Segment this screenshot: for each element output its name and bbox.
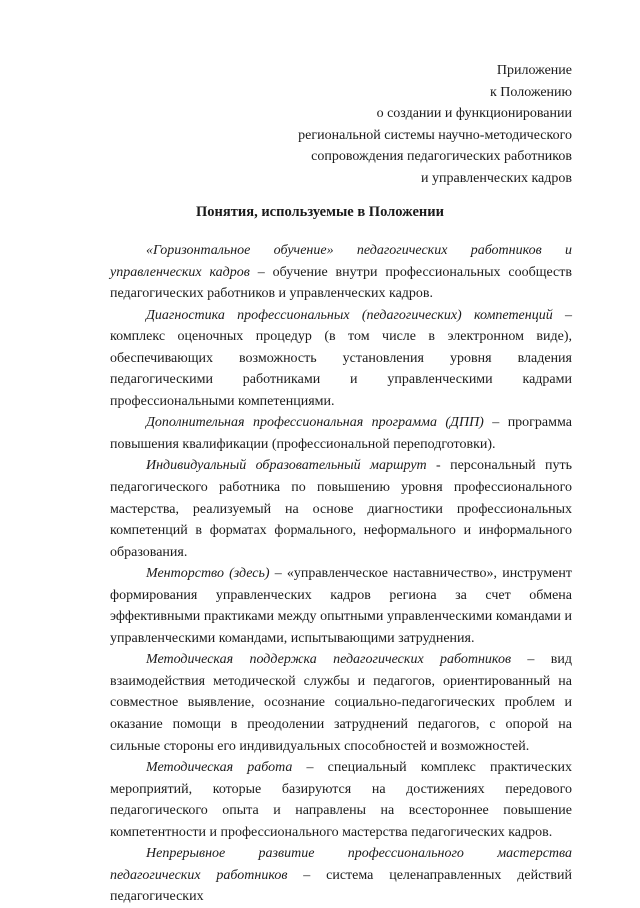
definition-text: – система целенаправленных действий педагогических <box>110 867 572 905</box>
definition-paragraph <box>110 843 572 908</box>
definition-text: – вид взаимодействия методической службы и педагогов, ориентированный на совместное выявление, осознание социально-педагогических проблем и оказание помощи в преодолении затруднений педагогов, с опорой на сильные стороны его индивидуальных способностей и возможностей. <box>110 652 572 754</box>
appendix-header <box>252 60 572 190</box>
definition-term: Индивидуальный образовательный маршрут <box>146 458 427 474</box>
definition-paragraph <box>110 649 572 757</box>
definition-text: – «управленческое наставничество», инструмент формирования управленческих кадров региона за счет обмена эффективными практиками между опытными управленческими командами и управленческими командами, испытывающими затруднения. <box>110 566 572 646</box>
definitions-list <box>110 240 572 908</box>
appendix-line: и управленческих кадров <box>421 170 572 186</box>
definition-paragraph <box>110 412 572 455</box>
appendix-line: к Положению <box>489 84 572 100</box>
definition-term: Диагностика профессиональных (педагогических) компетенций <box>146 307 553 323</box>
appendix-line: региональной системы научно-методического <box>298 127 572 143</box>
definition-term: Методическая работа <box>146 760 293 776</box>
appendix-line: о создании и функционировании <box>376 106 572 122</box>
definition-term: Непрерывное развитие профессионального мастерства педагогических работников <box>110 846 572 883</box>
definition-text: – обучение внутри профессиональных сообществ педагогических работников и управленческих кадров. <box>110 264 572 302</box>
appendix-line: Приложение <box>496 63 572 78</box>
definition-term: Методическая поддержка педагогических работников <box>146 652 512 668</box>
definition-paragraph <box>110 240 572 305</box>
definition-paragraph <box>110 563 572 649</box>
definition-term: «Горизонтальное обучение» педагогических работников и управленческих кадров <box>110 243 572 280</box>
definition-paragraph <box>110 455 572 563</box>
definition-term: Менторство (здесь) <box>146 566 270 582</box>
definition-text: – специальный комплекс практических мероприятий, которые базируются на достижениях передового педагогического опыта и направлены на всестороннее повышение компетентности и профессионального мастерства педагогических кадров. <box>110 760 572 840</box>
appendix-line: сопровождения педагогических работников <box>311 149 572 165</box>
definition-term: Дополнительная профессиональная программа (ДПП) <box>146 415 484 431</box>
definition-paragraph <box>110 757 572 843</box>
document-title: Понятия, используемые в Положении <box>196 204 444 220</box>
definition-text: - персональный путь педагогического работника по повышению уровня профессионального мастерства, реализуемый на основе диагностики профессиональных компетенций в форматах формального, неформального и информального образования. <box>110 458 572 560</box>
definition-text: – комплекс оценочных процедур (в том числе в электронном виде), обеспечивающих возможность установления уровня владения педагогическими работниками и управленческими кадрами профессиональными компетенциями. <box>110 307 572 409</box>
definition-text: – программа повышения квалификации (профессиональной переподготовки). <box>110 415 572 452</box>
definition-paragraph <box>110 305 572 413</box>
